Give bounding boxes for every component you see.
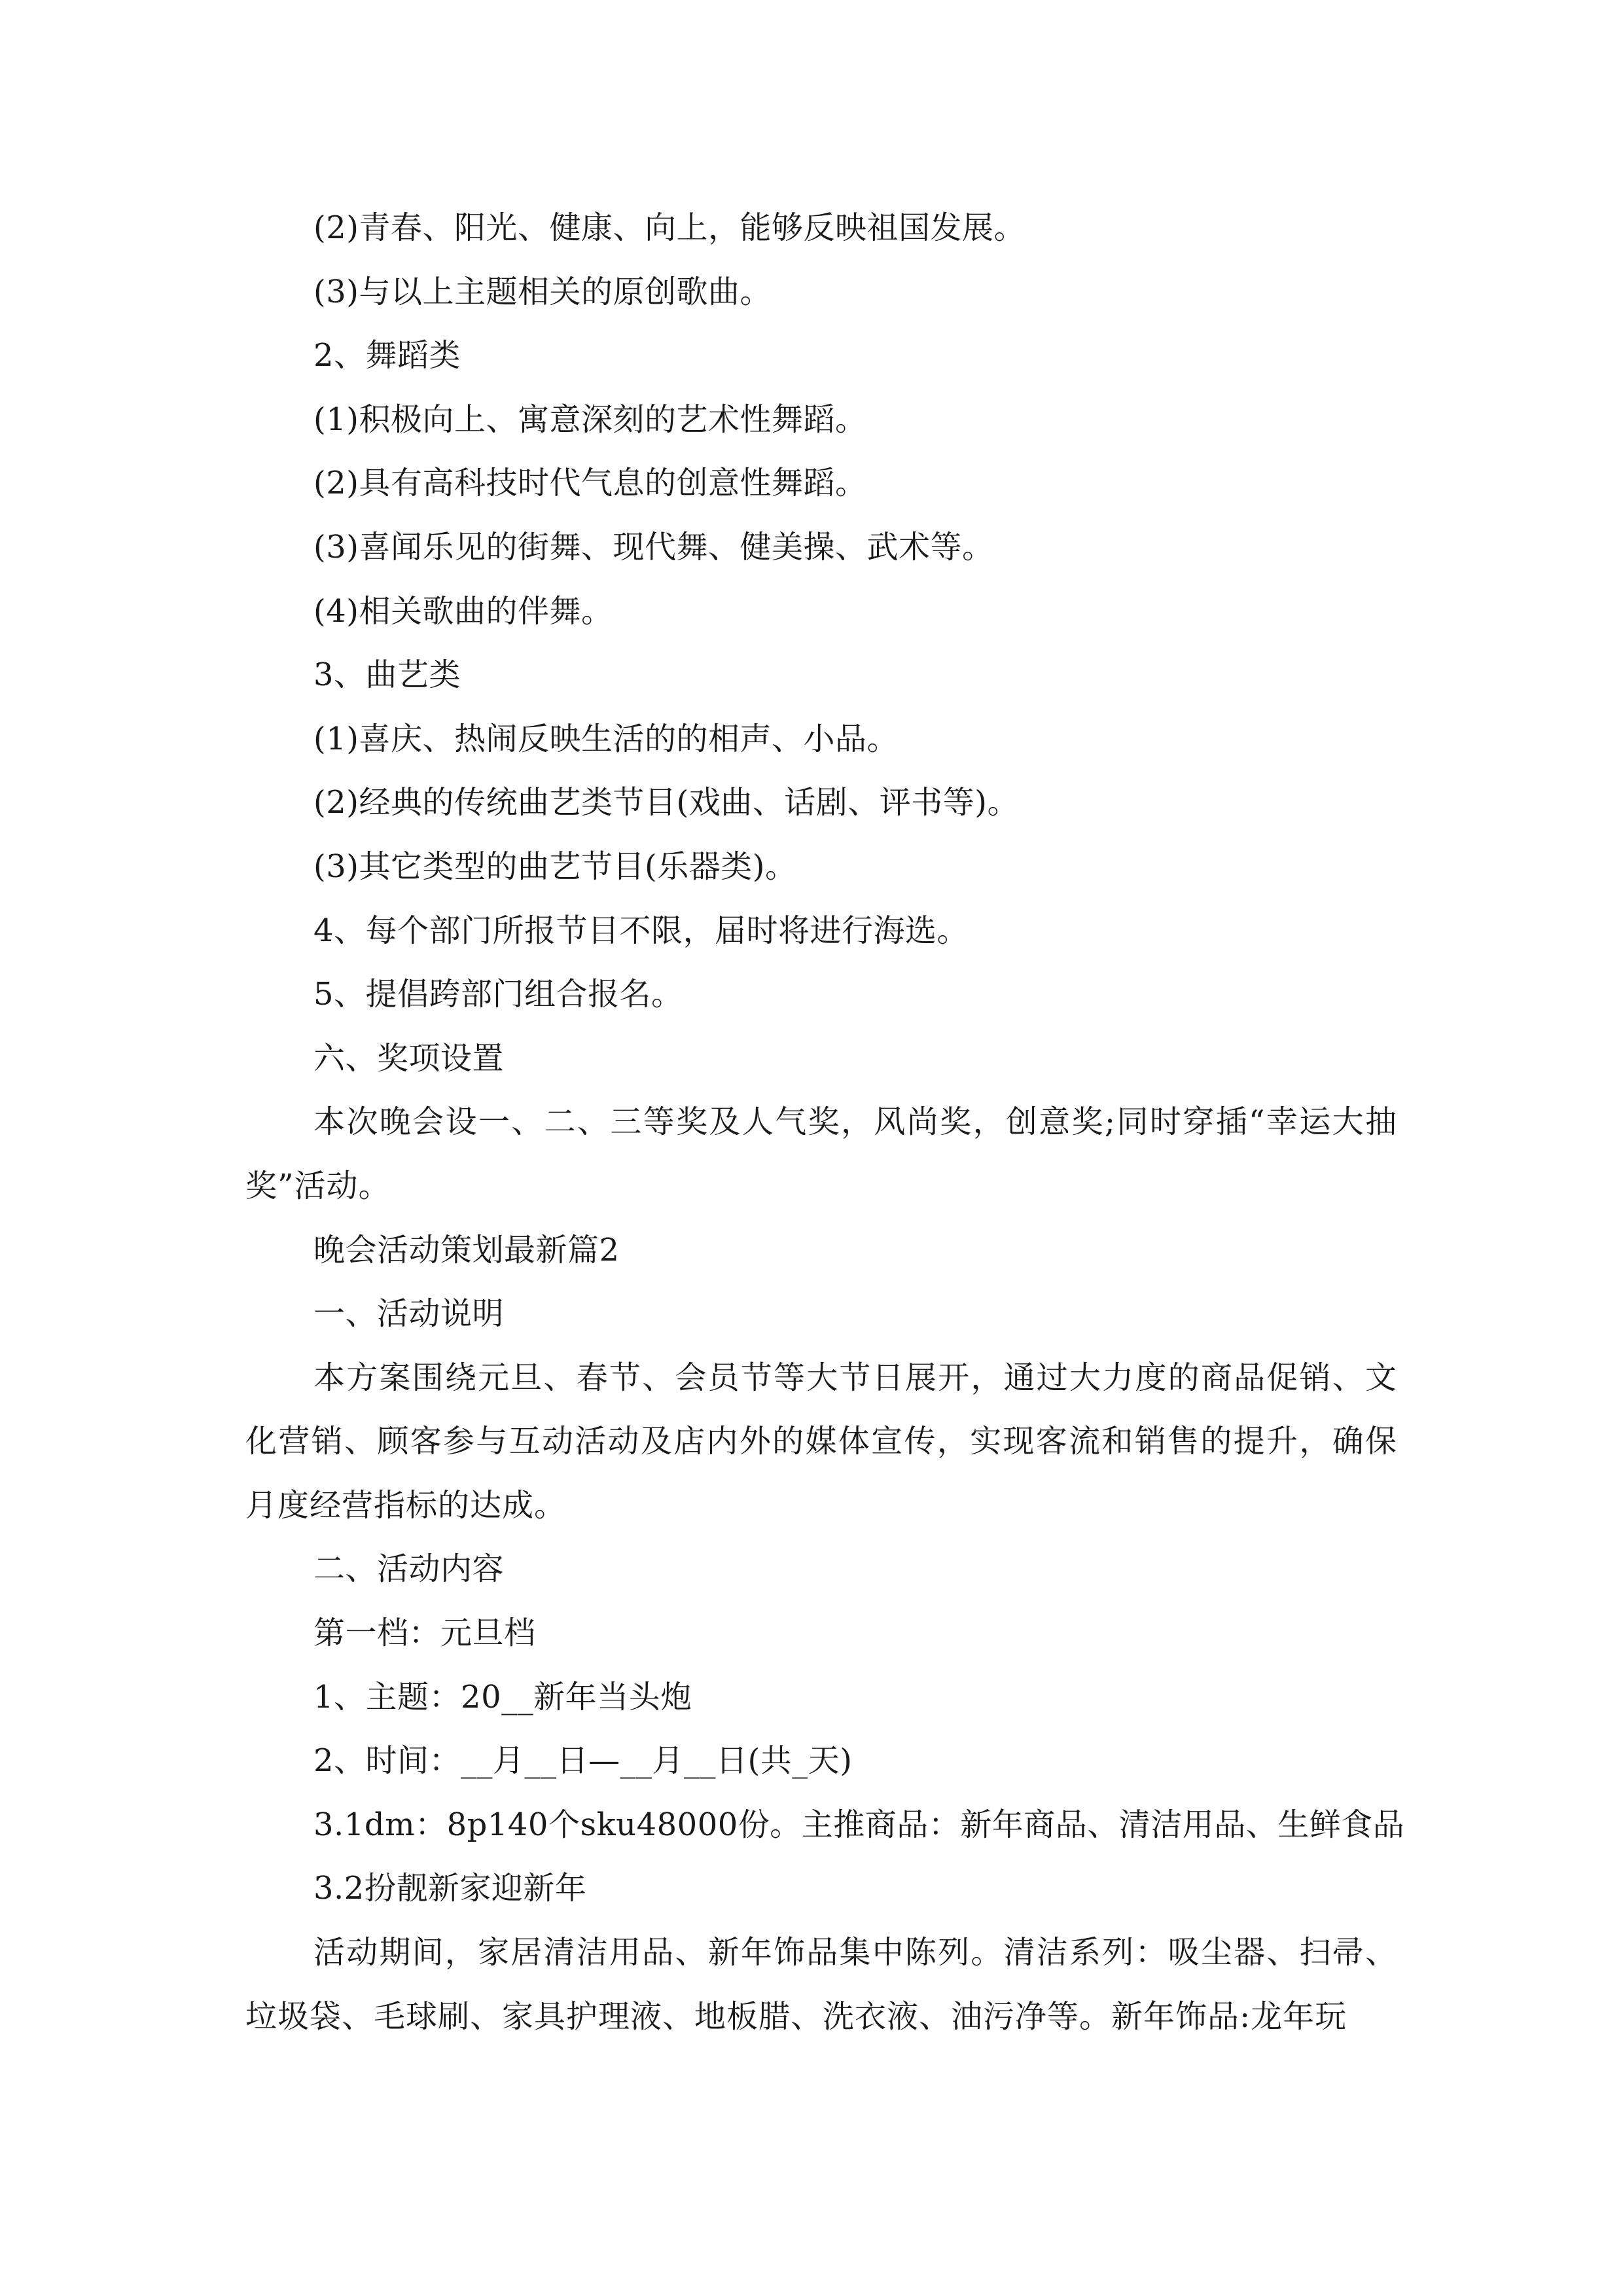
section-heading: 二、活动内容 (313, 1551, 505, 1588)
list-item: 2、时间：__月__日—__月__日(共_天) (313, 1742, 853, 1780)
list-item: (2)青春、阳光、健康、向上，能够反映祖国发展。 (313, 209, 1026, 246)
section-heading: 六、奖项设置 (313, 1039, 505, 1077)
list-item: 4、每个部门所报节目不限，届时将进行海选。 (313, 912, 969, 949)
section-heading: 2、舞蹈类 (313, 337, 461, 374)
section-heading: 一、活动说明 (313, 1295, 505, 1333)
list-item: (3)其它类型的曲艺节目(乐器类)。 (313, 848, 797, 885)
list-item: (1)积极向上、寓意深刻的艺术性舞蹈。 (313, 401, 867, 438)
list-item: (3)喜闻乐见的街舞、现代舞、健美操、武术等。 (313, 528, 994, 565)
list-item: 1、主题：20__新年当头炮 (313, 1678, 692, 1715)
list-item: 5、提倡跨部门组合报名。 (313, 976, 683, 1013)
document-body (245, 196, 1405, 2049)
paragraph-activity: 活动期间，家居清洁用品、新年饰品集中陈列。清洁系列：吸尘器、扫帚、垃圾袋、毛球刷、家具护理液、地板腊、洗衣液、油污净等。新年饰品:龙年玩 (245, 1934, 1397, 2035)
paragraph-description: 本方案围绕元旦、春节、会员节等大节日展开，通过大力度的商品促销、文化营销、顾客参与互动活动及店内外的媒体宣传，实现客流和销售的提升，确保月度经营指标的达成。 (245, 1359, 1397, 1524)
list-item: (4)相关歌曲的伴舞。 (313, 592, 613, 630)
section-heading: 3、曲艺类 (313, 656, 461, 694)
list-item: 3.2扮靓新家迎新年 (313, 1870, 587, 1907)
list-item: (2)具有高科技时代气息的创意性舞蹈。 (313, 465, 867, 502)
list-item: (3)与以上主题相关的原创歌曲。 (313, 273, 772, 310)
list-item: (1)喜庆、热闹反映生活的的相声、小品。 (313, 720, 899, 757)
part-heading: 晚会活动策划最新篇2 (313, 1231, 620, 1268)
paragraph-awards: 本次晚会设一、二、三等奖及人气奖，风尚奖，创意奖;同时穿插“幸运大抽奖”活动。 (245, 1103, 1397, 1204)
list-item: (2)经典的传统曲艺类节目(戏曲、话剧、评书等)。 (313, 784, 1019, 821)
list-item: 3.1dm：8p140个sku48000份。主推商品：新年商品、清洁用品、生鲜食品 (313, 1806, 1405, 1843)
sub-heading: 第一档：元旦档 (313, 1615, 536, 1652)
